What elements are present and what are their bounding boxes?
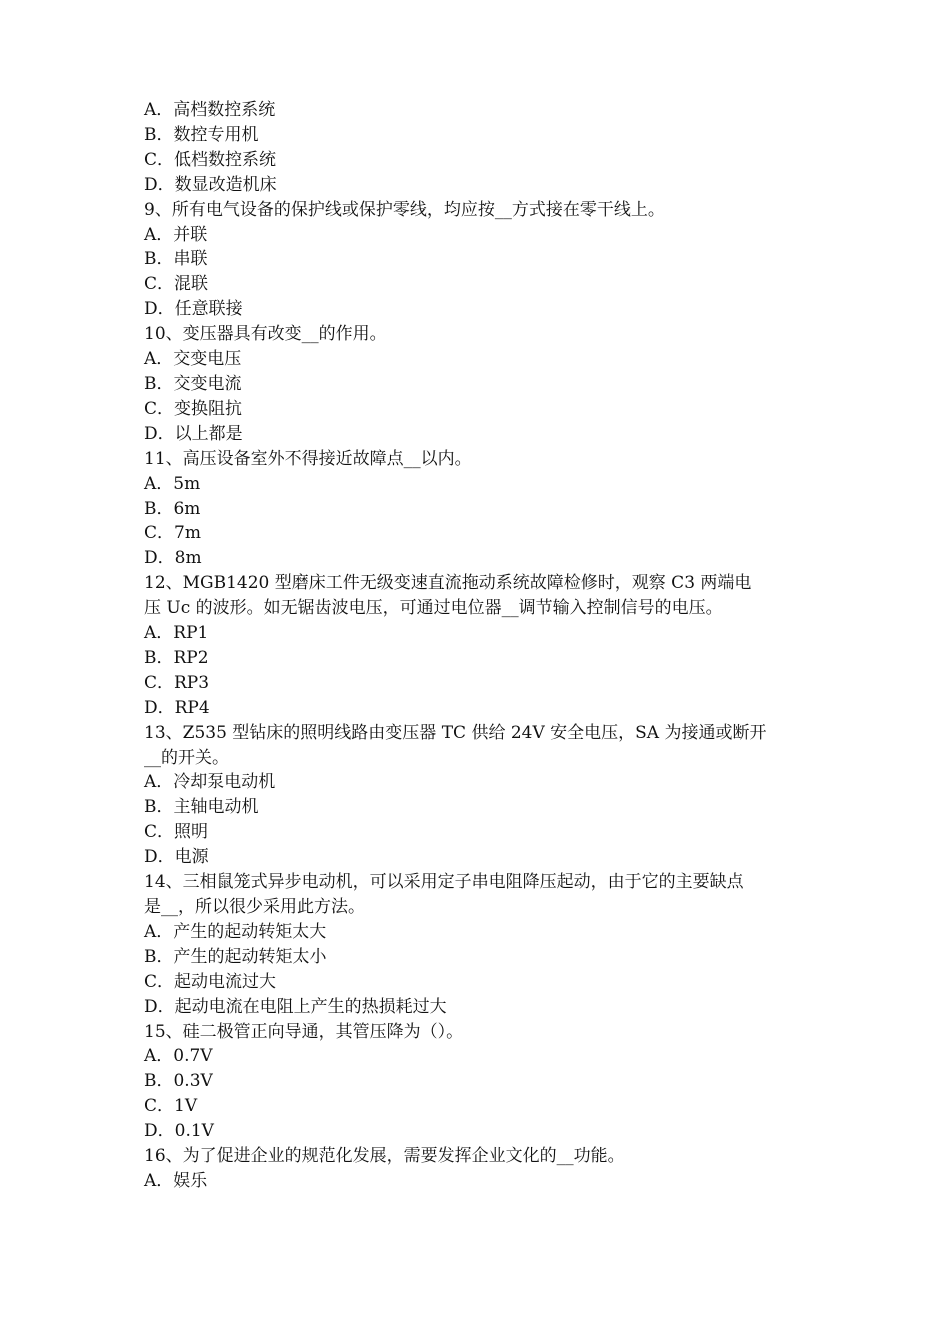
answer-option: A．产生的起动转矩太大 <box>144 921 327 942</box>
answer-option: B．数控专用机 <box>144 124 259 145</box>
answer-option: C．1V <box>144 1096 198 1117</box>
question-text-line: 12、MGB1420 型磨床工件无级变速直流拖动系统故障检修时，观察 C3 两端电 <box>144 573 752 594</box>
answer-option: B．主轴电动机 <box>144 797 259 818</box>
answer-option: A．交变电压 <box>144 349 242 370</box>
answer-option: B．交变电流 <box>144 373 242 394</box>
question-text-line: 14、三相鼠笼式异步电动机，可以采用定子串电阻降压起动，由于它的主要缺点 <box>144 872 744 893</box>
answer-option: D．任意联接 <box>144 299 243 320</box>
answer-option: B．产生的起动转矩太小 <box>144 946 327 967</box>
answer-option: D．0.1V <box>144 1121 214 1142</box>
answer-option: D．电源 <box>144 847 209 868</box>
question-text-line: 16、为了促进企业的规范化发展，需要发挥企业文化的__功能。 <box>144 1146 625 1167</box>
answer-option: C．起动电流过大 <box>144 971 277 992</box>
answer-option: D．以上都是 <box>144 423 243 444</box>
answer-option: D．起动电流在电阻上产生的热损耗过大 <box>144 996 447 1017</box>
answer-option: C．变换阻抗 <box>144 398 243 419</box>
answer-option: D．RP4 <box>144 697 210 718</box>
answer-option: A．0.7V <box>144 1046 213 1067</box>
answer-option: D．8m <box>144 548 202 569</box>
answer-option: C．照明 <box>144 822 209 843</box>
answer-option: A．RP1 <box>144 623 209 644</box>
document-page <box>144 98 808 1194</box>
question-text-line: 11、高压设备室外不得接近故障点__以内。 <box>144 448 472 469</box>
answer-option: A．并联 <box>144 224 208 245</box>
answer-option: B．串联 <box>144 249 208 270</box>
answer-option: D．数显改造机床 <box>144 174 277 195</box>
answer-option: A．冷却泵电动机 <box>144 772 276 793</box>
answer-option: C．混联 <box>144 274 209 295</box>
question-text-line: 9、所有电气设备的保护线或保护零线，均应按__方式接在零干线上。 <box>144 199 665 220</box>
question-text-line: __的开关。 <box>144 747 229 768</box>
question-text-line: 10、变压器具有改变__的作用。 <box>144 324 387 345</box>
answer-option: A．5m <box>144 473 201 494</box>
answer-option: B．RP2 <box>144 647 209 668</box>
question-text-line: 13、Z535 型钻床的照明线路由变压器 TC 供给 24V 安全电压，SA 为接通或断开 <box>144 722 767 743</box>
answer-option: A．娱乐 <box>144 1170 208 1191</box>
answer-option: C．低档数控系统 <box>144 149 277 170</box>
answer-option: B．0.3V <box>144 1071 213 1092</box>
answer-option: A．高档数控系统 <box>144 100 276 120</box>
answer-option: B．6m <box>144 498 201 519</box>
question-text-line: 是__，所以很少采用此方法。 <box>144 897 365 917</box>
answer-option: C．RP3 <box>144 672 210 693</box>
question-text-line: 15、硅二极管正向导通，其管压降为（）。 <box>144 1021 464 1042</box>
answer-option: C．7m <box>144 523 201 544</box>
question-text-line: 压 Uc 的波形。如无锯齿波电压，可通过电位器__调节输入控制信号的电压。 <box>144 598 723 619</box>
